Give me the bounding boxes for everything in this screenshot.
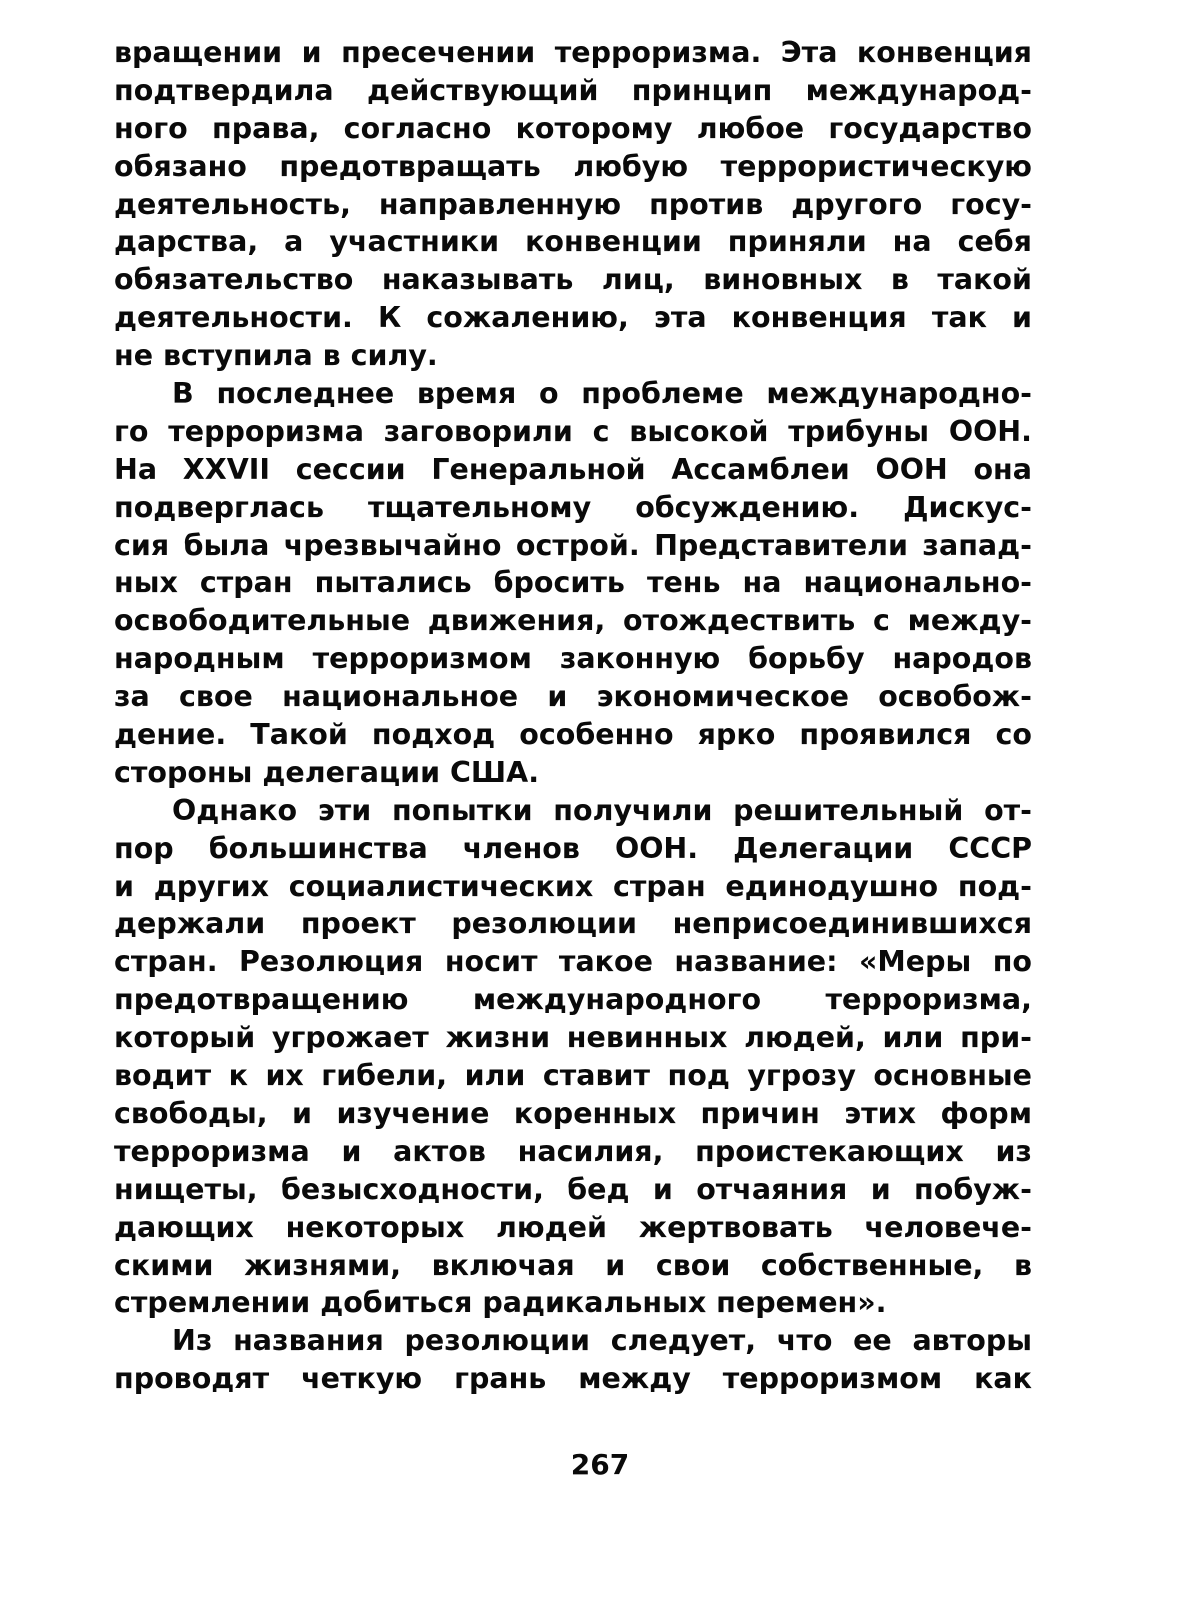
text-line: дарства, а участники конвенции приняли на себя xyxy=(114,225,1032,259)
text-line: водит к их гибели, или ставит под угрозу основные xyxy=(114,1059,1032,1093)
text-line: сия была чрезвычайно острой. Представители запад- xyxy=(114,528,1032,562)
text-line: дающих некоторых людей жертвовать человече- xyxy=(114,1210,1032,1244)
paragraph xyxy=(114,792,1032,1322)
text-line: деятельности. К сожалению, эта конвенция так и xyxy=(114,301,1032,335)
page-body xyxy=(114,34,1032,1398)
text-line: пор большинства членов ООН. Делегации СССР xyxy=(114,831,1032,865)
text-line: проводят четкую грань между терроризмом как xyxy=(114,1362,1032,1396)
text-line: стремлении добиться радикальных перемен». xyxy=(114,1286,887,1320)
text-line: который угрожает жизни невинных людей, или при- xyxy=(114,1021,1032,1055)
text-line: ного права, согласно которому любое государство xyxy=(114,111,1032,145)
paragraph xyxy=(114,1322,1032,1398)
text-line: не вступила в силу. xyxy=(114,339,438,373)
text-line: дение. Такой подход особенно ярко проявился со xyxy=(114,718,1032,752)
text-line: На XXVII сессии Генеральной Ассамблеи ООН она xyxy=(114,452,1032,486)
text-line: Однако эти попытки получили решительный от- xyxy=(172,793,1032,827)
text-line: и других социалистических стран единодушно под- xyxy=(114,869,1032,903)
paragraph xyxy=(114,375,1032,792)
text-line: подверглась тщательному обсуждению. Дискус- xyxy=(114,490,1032,524)
text-line: народным терроризмом законную борьбу народов xyxy=(114,642,1032,676)
text-line: стороны делегации США. xyxy=(114,755,540,789)
text-line: свободы, и изучение коренных причин этих форм xyxy=(114,1096,1032,1130)
text-line: стран. Резолюция носит такое название: «Меры по xyxy=(114,945,1032,979)
text-line: за свое национальное и экономическое освобож- xyxy=(114,680,1032,714)
text-line: подтвердила действующий принцип международ- xyxy=(114,73,1032,107)
text-line: держали проект резолюции неприсоединившихся xyxy=(114,907,1032,941)
text-line: обязано предотвращать любую террористическую xyxy=(114,149,1032,183)
text-line: Из названия резолюции следует, что ее авторы xyxy=(172,1324,1032,1358)
text-line: ных стран пытались бросить тень на национально- xyxy=(114,566,1032,600)
text-line: вращении и пресечении терроризма. Эта конвенция xyxy=(114,36,1032,69)
text-line: го терроризма заговорили с высокой трибуны ООН. xyxy=(114,414,1032,448)
text-line: нищеты, безысходности, бед и отчаяния и побуж- xyxy=(114,1172,1032,1206)
paragraph xyxy=(114,34,1032,375)
text-line: терроризма и актов насилия, проистекающих из xyxy=(114,1134,1032,1168)
text-line: деятельность, направленную против другого госу- xyxy=(114,187,1032,221)
text-line: предотвращению международного терроризма, xyxy=(114,983,1032,1017)
text-line: обязательство наказывать лиц, виновных в такой xyxy=(114,263,1032,297)
text-line: скими жизнями, включая и свои собственные, в xyxy=(114,1248,1032,1282)
page-number: 267 xyxy=(570,1448,630,1481)
text-line: освободительные движения, отождествить с между- xyxy=(114,604,1032,638)
text-line: В последнее время о проблеме международно- xyxy=(172,377,1032,411)
